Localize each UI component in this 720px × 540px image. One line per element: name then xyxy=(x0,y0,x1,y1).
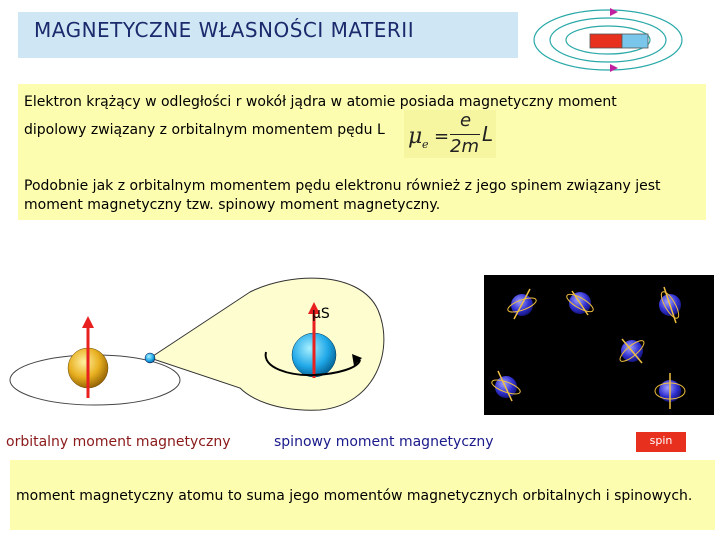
formula-L: L xyxy=(482,122,494,146)
paragraph1-line1: Elektron krążący w odległości r wokół jądra w atomie posiada magnetyczny moment xyxy=(24,94,617,110)
spin-tag: spin xyxy=(636,432,686,452)
formula-mu-subscript: e xyxy=(422,138,429,151)
formula-mu: μ xyxy=(408,124,423,149)
formula-equals: = xyxy=(434,126,450,147)
paragraph2-line2: moment magnetyczny tzw. spinowy moment magnetyczny. xyxy=(24,197,441,213)
bar-magnet-field-icon xyxy=(528,4,688,76)
caption-spin: spinowy moment magnetyczny xyxy=(274,434,494,450)
mu-s-label: μS xyxy=(312,306,330,322)
formula-numerator: e xyxy=(460,110,472,131)
formula-magnetic-moment xyxy=(404,110,496,158)
caption-orbital: orbitalny moment magnetyczny xyxy=(6,434,231,450)
formula-fraction-bar xyxy=(450,134,480,135)
paragraph1-line2: dipolowy związany z orbitalnym momentem pędu L xyxy=(24,122,385,138)
spin-electrons-panel xyxy=(484,275,714,415)
paragraph2-line1: Podobnie jak z orbitalnym momentem pędu elektronu również z jego spinem związany jest xyxy=(24,178,661,194)
conclusion-text: moment magnetyczny atomu to suma jego momentów magnetycznych orbitalnych i spinowych. xyxy=(16,488,693,504)
orbital-spin-illustration xyxy=(0,250,420,450)
formula-denominator: 2m xyxy=(450,136,479,157)
page-title: MAGNETYCZNE WŁASNOŚCI MATERII xyxy=(34,18,415,42)
